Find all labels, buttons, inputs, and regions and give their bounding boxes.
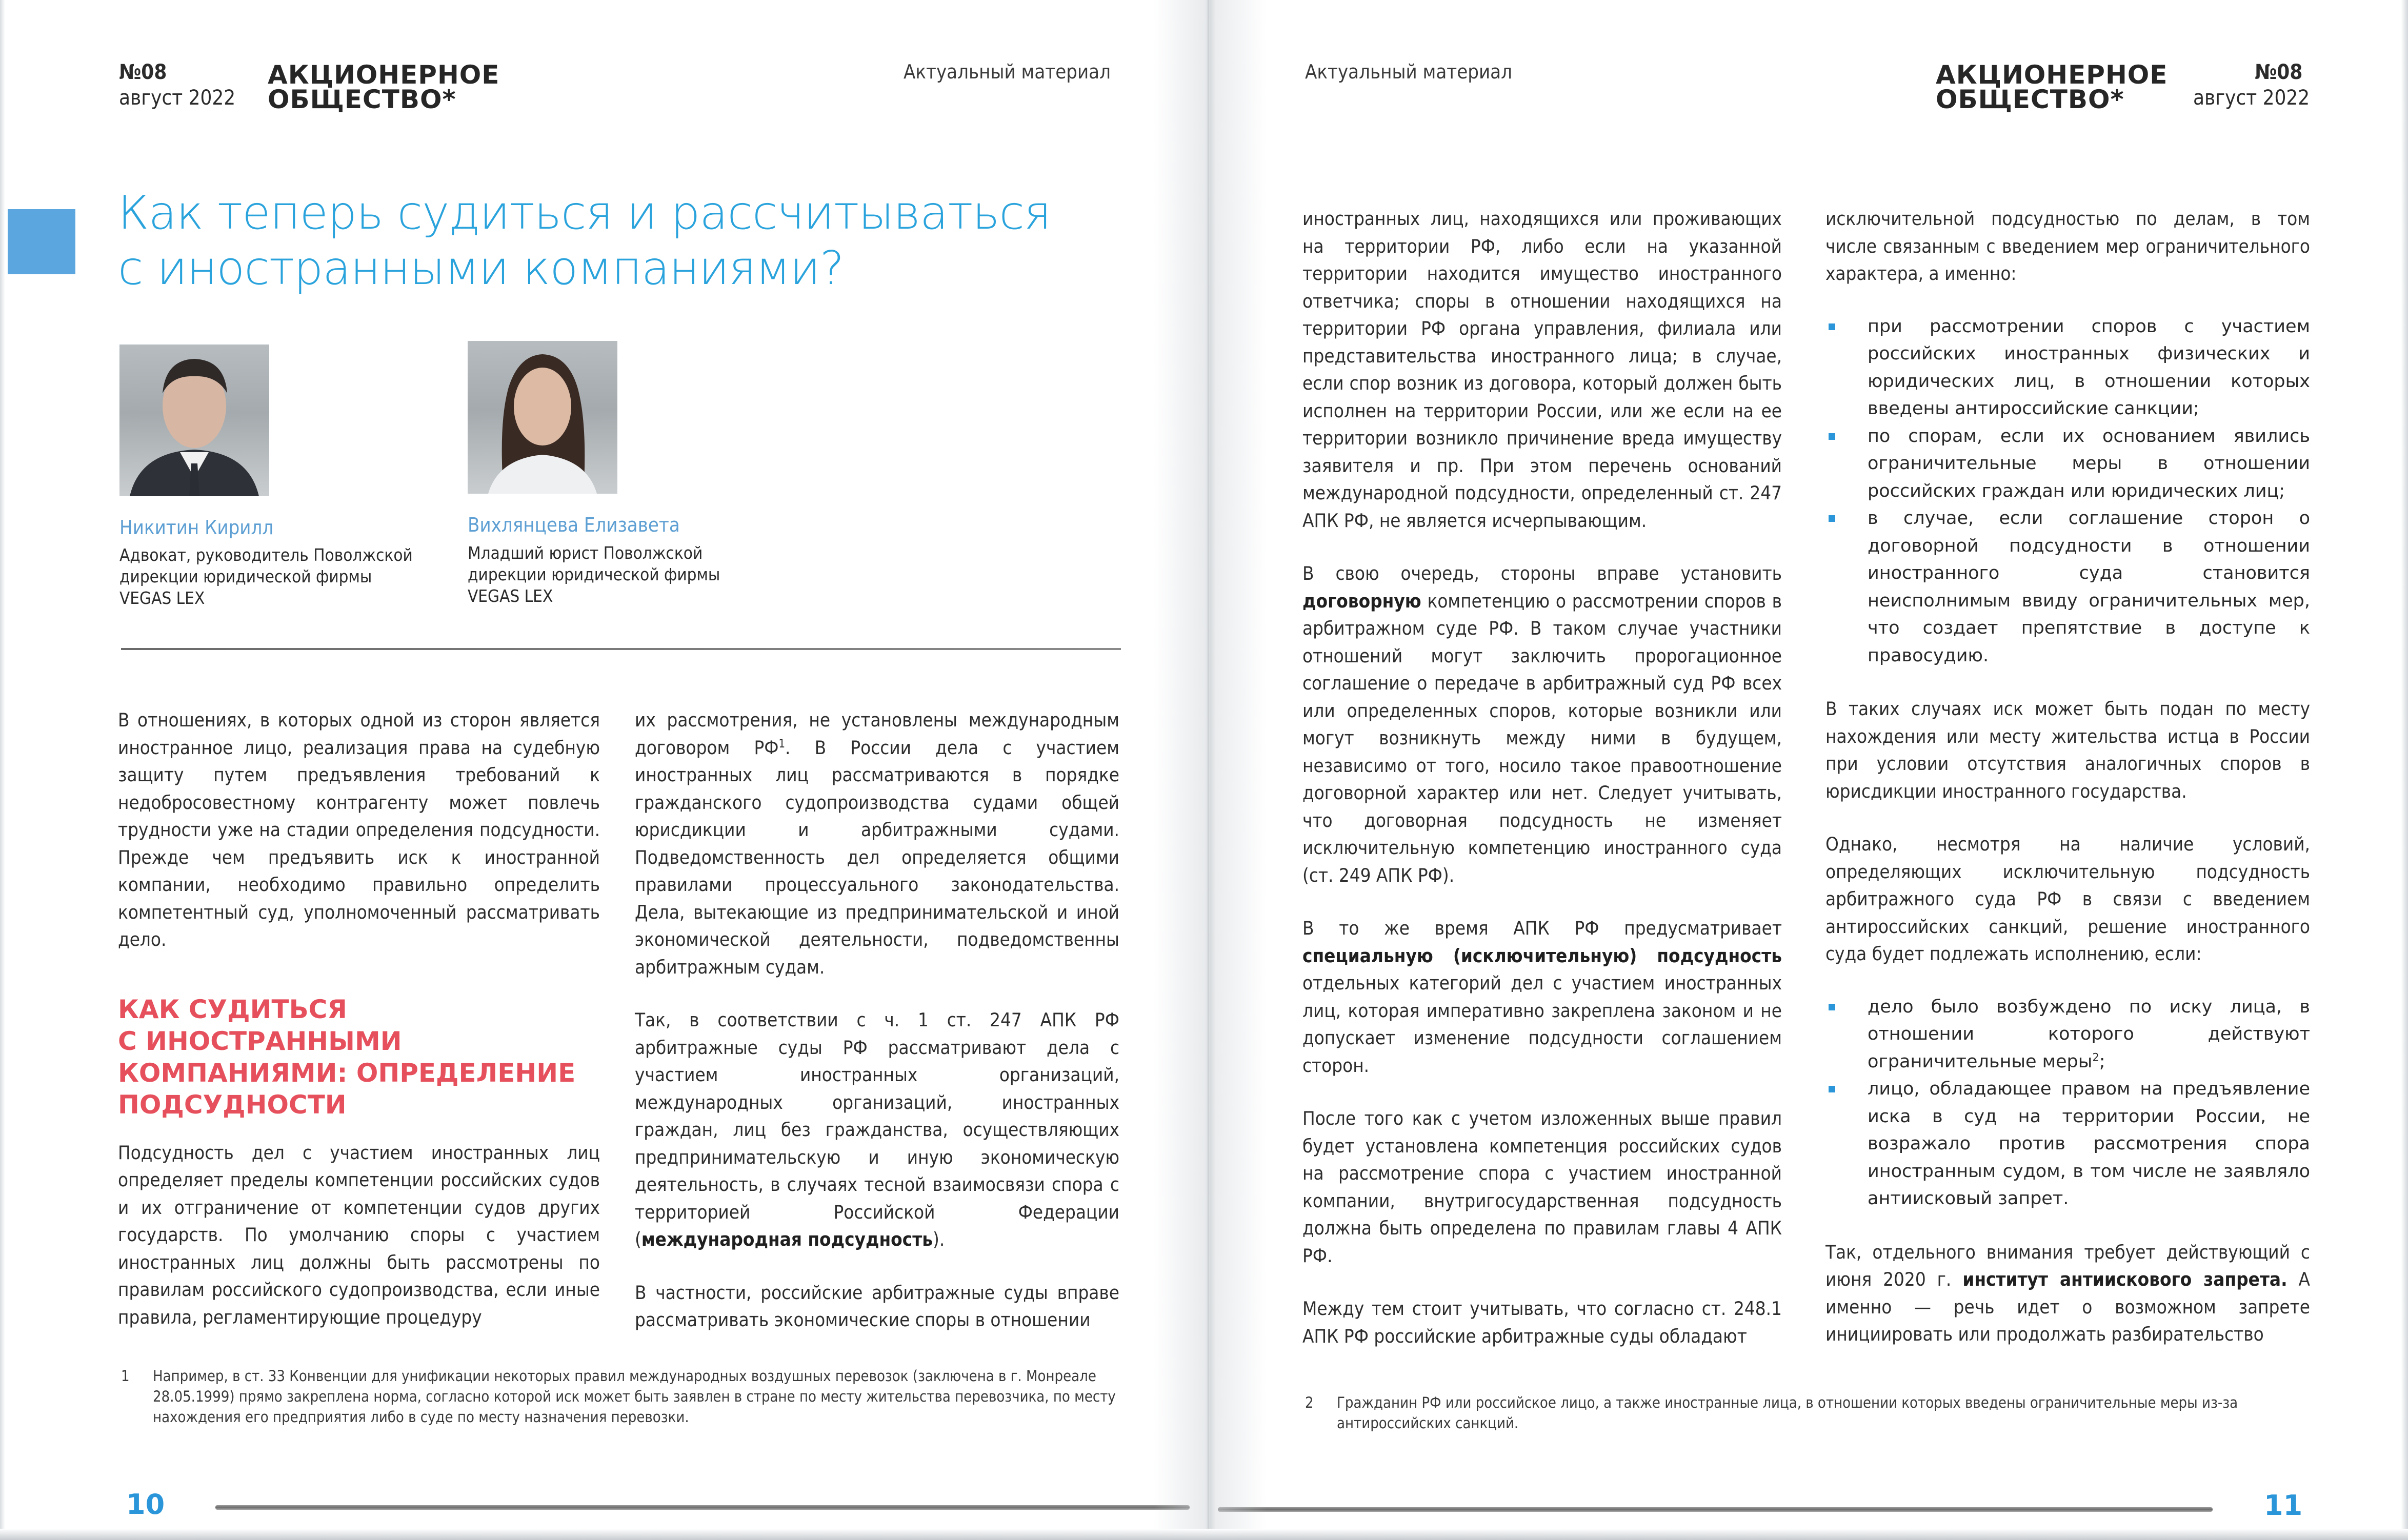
footer-line bbox=[1218, 1507, 2213, 1512]
page-number: 11 bbox=[2264, 1489, 2303, 1522]
spine-gutter-shadow bbox=[1154, 0, 1267, 1540]
issue-number: №08 bbox=[119, 60, 167, 84]
portrait-woman-icon bbox=[468, 341, 617, 494]
bold-term: международная подсудность bbox=[641, 1228, 933, 1250]
body-paragraph: Так, в соответствии с ч. 1 ст. 247 АПК РФ арбитражные суды РФ рассматривают дела с участием иностранных организаций, международных организаций, иностранных граждан, лиц без гражданства, осуществляющих предпринимательскую и иную экономическую деятельность, в случаях тесной взаимосвязи спора с территорией Российской Федерации (международная подсудность). bbox=[635, 1009, 1119, 1250]
body-paragraph: Так, отдельного внимания требует действующий с июня 2020 г. институт антиискового запрета. А именно — речь идет о возможном запрете инициировать или продолжать разбирательство bbox=[1825, 1241, 2310, 1345]
footnote-text: Например, в ст. 33 Конвенции для унификации некоторых правил международных воздушных перевозок (заключена в г. Монреале 28.05.1999) прямо закреплена норма, согласно которой иск может быть заявлен в стране по месту жительства перевозчика, по месту нахождения его предприятия либо в суде по месту назначения перевозки. bbox=[153, 1367, 1116, 1426]
author-role-line: дирекции юридической фирмы bbox=[119, 566, 372, 586]
author-role-line: Младший юрист Поволжской bbox=[468, 543, 703, 563]
list-item: по спорам, если их основанием явились ограничительные меры в отношении российских граждан или юридических лиц; bbox=[1825, 423, 2310, 505]
logo-line-2: ОБЩЕСТВО* bbox=[268, 85, 456, 114]
author-photo-vikhlyantseva bbox=[468, 341, 617, 494]
body-paragraph: В частности, российские арбитражные суды вправе рассматривать экономические споры в отношении bbox=[635, 1281, 1119, 1331]
bullet-square-icon bbox=[1829, 323, 1835, 330]
portrait-man-icon bbox=[119, 345, 269, 496]
right-page bbox=[1208, 0, 2408, 1540]
body-paragraph: Между тем стоит учитывать, что согласно ст. 248.1 АПК РФ российские арбитражные суды обладают bbox=[1302, 1298, 1782, 1347]
footnote-text: Гражданин РФ или российское лицо, а также иностранные лица, в отношении которых введены ограничительные меры из-за антироссийских санкций. bbox=[1337, 1394, 2238, 1432]
logo-line-1: АКЦИОНЕРНОЕ bbox=[1936, 60, 2168, 90]
body-paragraph: иностранных лиц, находящихся или проживающих на территории РФ, либо если на указанной территории находится имущество иностранного ответчика; споры в отношении находящихся на территории РФ органа управления, филиала или представительства иностранного лица; в случае, если спор возник из договора, который должен быть исполнен на территории России, или же если на ее территории возникло причинение вреда имуществу заявителя и пр. При этом перечень оснований международной подсудности, определенный ст. 247 АПК РФ, не является исчерпывающим. bbox=[1302, 208, 1782, 532]
title-line-2: с иностранными компаниями? bbox=[118, 241, 844, 295]
section-heading bbox=[118, 994, 600, 1121]
spine-fold bbox=[1208, 0, 1209, 1540]
heading-line: ПОДСУДНОСТИ bbox=[118, 1089, 347, 1120]
page-edge-shadow bbox=[0, 0, 5, 1540]
issue-date: август 2022 bbox=[2193, 86, 2310, 110]
bullet-list bbox=[1825, 313, 2310, 670]
author-divider bbox=[121, 648, 1121, 650]
section-label: Актуальный материал bbox=[1305, 60, 1512, 83]
body-paragraph: их рассмотрения, не установлены международным договором $РФ^1$. В России дела с участием иностранных лиц рассматриваются в порядке гражданского судопроизводства судами общей юрисдикции и арбитражными судами. Подведомственность дел определяется общими правилами процессуального законодательства. Дела, вытекающие из предпринимательской и иной экономической деятельности, подведомственны арбитражным судам. bbox=[635, 709, 1119, 978]
footnote-number: 2 bbox=[1305, 1394, 1314, 1411]
page-number: 10 bbox=[126, 1488, 165, 1521]
author-role-line: VEGAS LEX bbox=[119, 588, 205, 608]
body-paragraph: Однако, несмотря на наличие условий, определяющих исключительную подсудность арбитражного суда РФ в связи с введением антироссийских санкций, решение иностранного суда будет подлежать исполнению, если: bbox=[1825, 833, 2310, 965]
article-title bbox=[118, 186, 1051, 296]
heading-line: КОМПАНИЯМИ: ОПРЕДЕЛЕНИЕ bbox=[118, 1058, 576, 1088]
list-item: лицо, обладающее правом на предъявление иска в суд на территории России, не возражало против рассмотрения спора иностранным судом, в том числе не заявляло антиисковый запрет. bbox=[1825, 1076, 2310, 1213]
bold-term: институт антиискового запрета. bbox=[1962, 1268, 2287, 1290]
list-item: дело было возбуждено по иску лица, в отношении которого действуют ограничительные меры$^2$; bbox=[1825, 994, 2310, 1076]
list-item: в случае, если соглашение сторон о договорной подсудности в отношении иностранного суда становится неисполнимым ввиду ограничительных мер, что создает препятствие в доступе к правосудию. bbox=[1825, 505, 2310, 670]
author-name: Вихлянцева Елизавета bbox=[468, 514, 680, 536]
heading-line: С ИНОСТРАННЫМИ bbox=[118, 1026, 402, 1056]
bullet-list bbox=[1825, 994, 2310, 1213]
bottom-edge-shadow bbox=[0, 1529, 2408, 1540]
footnote bbox=[1305, 1392, 2331, 1433]
author-role-line: дирекции юридической фирмы bbox=[468, 564, 720, 584]
section-label: Актуальный материал bbox=[904, 60, 1111, 83]
footer-line bbox=[215, 1505, 1190, 1510]
body-paragraph: После того как с учетом изложенных выше правил будет установлена компетенция российских судов на рассмотрение спора с участием иностранной компании, внутригосударственная подсудность должна быть определена по правилам главы 4 АПК РФ. bbox=[1302, 1107, 1782, 1267]
left-column-1 bbox=[118, 706, 600, 1356]
bold-term: специальную (исключительную) подсудность bbox=[1302, 944, 1782, 967]
issue-number: №08 bbox=[2255, 60, 2303, 84]
bullet-square-icon bbox=[1829, 1004, 1835, 1010]
footnote-ref[interactable]: 1 bbox=[778, 737, 786, 751]
body-paragraph: В свою очередь, стороны вправе установить договорную компетенцию о рассмотрении споров в арбитражном суде РФ. В таком случае участники отношений могут заключить пророгационное соглашение о передаче в арбитражный суд РФ всех или определенных споров, которые возникли или могут возникнуть между ними в будущем, независимо от того, носило такое правоотношение договорной характер или нет. Следует учитывать, что договорная подсудность не изменяет исключительную компетенцию иностранного суда (ст. 249 АПК РФ). bbox=[1302, 562, 1782, 886]
magazine-logo bbox=[268, 60, 500, 114]
bold-term: договорную bbox=[1302, 590, 1421, 612]
bullet-square-icon bbox=[1829, 433, 1835, 440]
right-column-1 bbox=[1302, 205, 1782, 1375]
page-edge-shadow bbox=[2401, 0, 2408, 1540]
body-paragraph: исключительной подсудностью по делам, в том числе связанным с введением мер ограничительного характера, а именно: bbox=[1825, 208, 2310, 285]
body-paragraph: В таких случаях иск может быть подан по месту нахождения или месту жительства истца в России при условии отсутствия аналогичных споров в юрисдикции иностранного государства. bbox=[1825, 698, 2310, 802]
author-role-line: VEGAS LEX bbox=[468, 586, 553, 606]
footnote-number: 1 bbox=[121, 1367, 130, 1385]
heading-line: КАК СУДИТЬСЯ bbox=[118, 994, 347, 1024]
body-paragraph: В то же время АПК РФ предусматривает специальную (исключительную) подсудность отдельных категорий дел с участием иностранных лиц, которая императивно закреплена законом и не допускает изменение подсудности соглашением сторон. bbox=[1302, 917, 1782, 1077]
author-name: Никитин Кирилл bbox=[119, 516, 274, 539]
author-photo-nikitin bbox=[119, 345, 269, 496]
magazine-logo bbox=[1936, 60, 2168, 114]
footnote bbox=[121, 1366, 1136, 1427]
issue-date: август 2022 bbox=[119, 86, 236, 110]
right-column-2 bbox=[1825, 205, 2310, 1374]
accent-block bbox=[8, 209, 75, 274]
body-paragraph: Подсудность дел с участием иностранных лиц определяет пределы компетенции российских судов и их отграничение от компетенции судов других государств. По умолчанию споры с участием иностранных лиц должны быть рассмотрены по правилам российского судопроизводства, если иные правила, регламентирующие процедуру bbox=[118, 1141, 600, 1328]
logo-line-1: АКЦИОНЕРНОЕ bbox=[268, 60, 500, 90]
bullet-square-icon bbox=[1829, 1086, 1835, 1092]
author-role bbox=[468, 542, 720, 607]
intro-paragraph: В отношениях, в которых одной из сторон является иностранное лицо, реализация права на судебную защиту путем предъявления требований к недобросовестному контрагенту может повлечь трудности уже на стадии определения подсудности. Прежде чем предъявить иск к иностранной компании, необходимо правильно определить компетентный суд, уполномоченный рассматривать дело. bbox=[118, 709, 600, 950]
left-column-2 bbox=[635, 706, 1119, 1360]
logo-line-2: ОБЩЕСТВО* bbox=[1936, 85, 2124, 114]
author-role bbox=[119, 544, 413, 609]
bullet-square-icon bbox=[1829, 515, 1835, 522]
footnote-ref[interactable]: 2 bbox=[2092, 1050, 2099, 1063]
title-line-1: Как теперь судиться и рассчитываться bbox=[118, 186, 1051, 240]
list-item: при рассмотрении споров с участием российских иностранных физических и юридических лиц, в отношении которых введены антироссийские санкции; bbox=[1825, 313, 2310, 423]
author-role-line: Адвокат, руководитель Поволжской bbox=[119, 545, 413, 565]
